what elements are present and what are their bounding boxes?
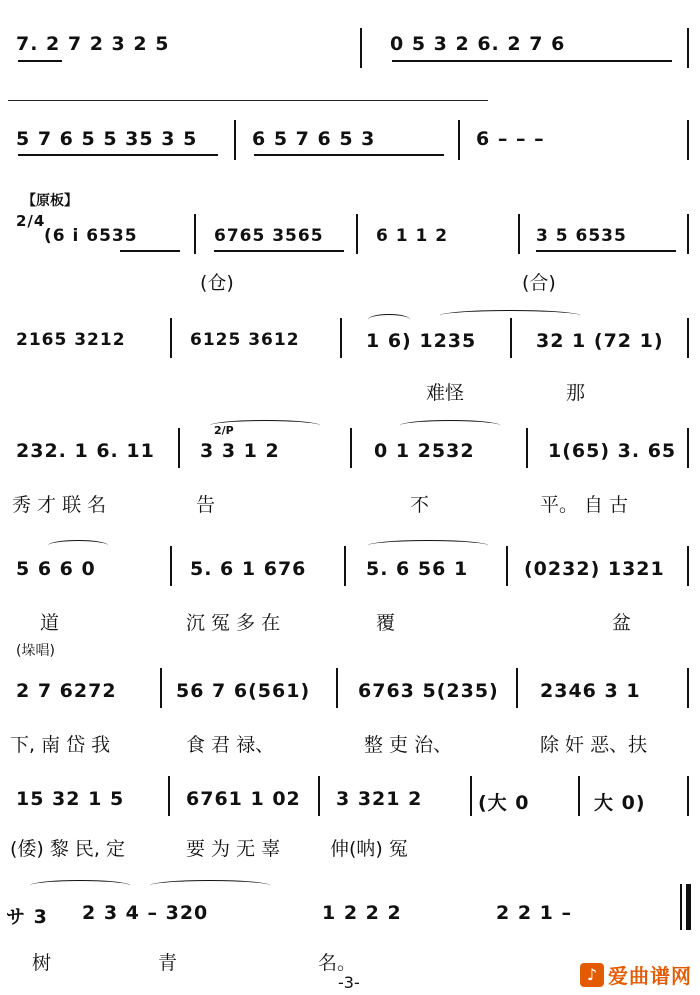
barline — [687, 776, 689, 816]
lyric-naguai: 难怪 — [426, 382, 465, 404]
lyric-fu: 覆 — [376, 612, 396, 634]
staff-4-segment-1: 2165 3212 — [16, 330, 126, 350]
barline — [344, 546, 346, 586]
lyric-gao: 告 — [196, 494, 216, 516]
lyric-chenyuan: 沉 冤 多 在 — [186, 612, 281, 634]
lyric-wuzhe: 要 为 无 辜 — [186, 838, 281, 860]
staff-5-segment-4: 1(65) 3. 65 — [548, 440, 677, 462]
slur — [48, 540, 108, 551]
grace-note: 2/P — [214, 424, 234, 437]
staff-3-segment-4: 3 5 6535 — [536, 226, 627, 246]
staff-7-segment-1: 2 7 6272 — [16, 680, 117, 702]
barline — [178, 428, 180, 468]
beam — [536, 250, 676, 252]
section-label-yuanban: 【原板】 — [22, 193, 78, 209]
beam — [254, 154, 444, 156]
staff-5-segment-2: 3 3 1 2 — [200, 440, 280, 462]
staff-8-segment-2: 6761 1 02 — [186, 788, 301, 810]
music-note-icon: ♪ — [580, 963, 604, 987]
barline — [506, 546, 508, 586]
staff-9-segment-2: 2 3 4 – 320 — [82, 902, 209, 924]
barline — [578, 776, 580, 816]
lyric-chujian: 除 奸 恶、扶 — [540, 734, 648, 756]
lyric-shenyuan: 伸(呐) 冤 — [330, 838, 408, 860]
staff-7-segment-2: 56 7 6(561) — [176, 680, 311, 702]
staff-8-segment-1: 15 32 1 5 — [16, 788, 125, 810]
staff-6-segment-3: 5. 6 56 1 — [366, 558, 469, 580]
staff-7-segment-3: 6763 5(235) — [358, 680, 499, 702]
lyric-shijunlu: 食 君 禄、 — [186, 734, 275, 756]
lyric-ping: 平。 自 古 — [540, 494, 629, 516]
staff-8-segment-3: 3 321 2 — [336, 788, 423, 810]
slur — [368, 540, 488, 551]
time-signature: 2/4 — [16, 212, 46, 230]
staff-3-segment-1: (6 i 6535 — [44, 226, 138, 246]
barline — [168, 776, 170, 816]
barline — [510, 318, 512, 358]
barline — [687, 428, 689, 468]
barline — [170, 318, 172, 358]
page-number: -3- — [338, 973, 360, 992]
staff-9-segment-4: 2 2 1 – — [496, 902, 573, 924]
slur — [30, 880, 130, 891]
staff-2-segment-1: 5 7 6 5 5 35 3 5 — [16, 128, 198, 150]
beam — [18, 154, 218, 156]
staff-9-segment-1: サ 3 — [6, 906, 48, 928]
staff-6-segment-4: (0232) 1321 — [524, 558, 665, 580]
barline — [687, 546, 689, 586]
barline — [160, 668, 162, 708]
staff-5-segment-3: 0 1 2532 — [374, 440, 475, 462]
beam — [392, 60, 672, 62]
section-label-duochang: (垛唱) — [16, 643, 55, 659]
barline — [687, 120, 689, 160]
percussion-cang: (仓) — [200, 272, 234, 294]
system-divider — [8, 100, 488, 101]
beam — [120, 250, 180, 252]
barline — [687, 214, 689, 254]
staff-4-segment-3: 1 6) 1235 — [366, 330, 477, 352]
barline — [170, 546, 172, 586]
lyric-qing: 青 — [158, 952, 178, 974]
barline — [360, 28, 362, 68]
lyric-xiucai: 秀 才 联 名 — [12, 494, 107, 516]
final-barline-thick — [686, 884, 691, 930]
staff-3-segment-3: 6 1 1 2 — [376, 226, 449, 246]
lyric-bu: 不 — [410, 494, 430, 516]
slur — [210, 420, 320, 431]
staff-6-segment-1: 5 6 6 0 — [16, 558, 96, 580]
barline — [340, 318, 342, 358]
staff-8-segment-4: (大 0 — [478, 792, 530, 814]
barline — [518, 214, 520, 254]
staff-8-segment-5: 大 0) — [594, 792, 646, 814]
slur — [368, 314, 410, 325]
staff-9-segment-3: 1 2 2 2 — [322, 902, 402, 924]
lyric-pen: 盆 — [612, 612, 632, 634]
lyric-li-min: (倭) 黎 民, 定 — [10, 838, 125, 860]
slur — [440, 310, 580, 321]
barline — [470, 776, 472, 816]
barline — [336, 668, 338, 708]
barline — [687, 28, 689, 68]
percussion-he: (合) — [522, 272, 556, 294]
slur — [150, 880, 270, 891]
lyric-dao: 道 — [40, 612, 60, 634]
lyric-zhenglizhi: 整 吏 治、 — [364, 734, 453, 756]
barline — [458, 120, 460, 160]
barline — [516, 668, 518, 708]
staff-2-segment-2: 6 5 7 6 5 3 — [252, 128, 376, 150]
lyric-ming: 名。 — [318, 952, 357, 974]
staff-1-segment-1: 7. 2 7 2 3 2 5 — [16, 33, 170, 55]
barline — [194, 214, 196, 254]
barline — [526, 428, 528, 468]
lyric-xia-nandai: 下, 南 岱 我 — [10, 734, 111, 756]
barline — [318, 776, 320, 816]
final-barline-thin — [680, 884, 682, 930]
watermark-text: 爱曲谱网 — [608, 964, 692, 988]
beam — [18, 60, 62, 62]
barline — [350, 428, 352, 468]
slur — [400, 420, 500, 431]
lyric-na: 那 — [566, 382, 586, 404]
staff-7-segment-4: 2346 3 1 — [540, 680, 641, 702]
staff-5-segment-1: 232. 1 6. 11 — [16, 440, 155, 462]
barline — [234, 120, 236, 160]
staff-4-segment-4: 32 1 (72 1) — [536, 330, 664, 352]
staff-1-segment-2: 0 5 3 2 6. 2 7 6 — [390, 33, 566, 55]
barline — [687, 668, 689, 708]
barline — [356, 214, 358, 254]
lyric-shu: 树 — [32, 952, 52, 974]
staff-4-segment-2: 6125 3612 — [190, 330, 300, 350]
beam — [214, 250, 344, 252]
staff-3-segment-2: 6765 3565 — [214, 226, 324, 246]
barline — [687, 318, 689, 358]
staff-6-segment-2: 5. 6 1 676 — [190, 558, 307, 580]
staff-2-segment-3: 6 – – – — [476, 128, 545, 150]
site-watermark — [580, 960, 692, 989]
